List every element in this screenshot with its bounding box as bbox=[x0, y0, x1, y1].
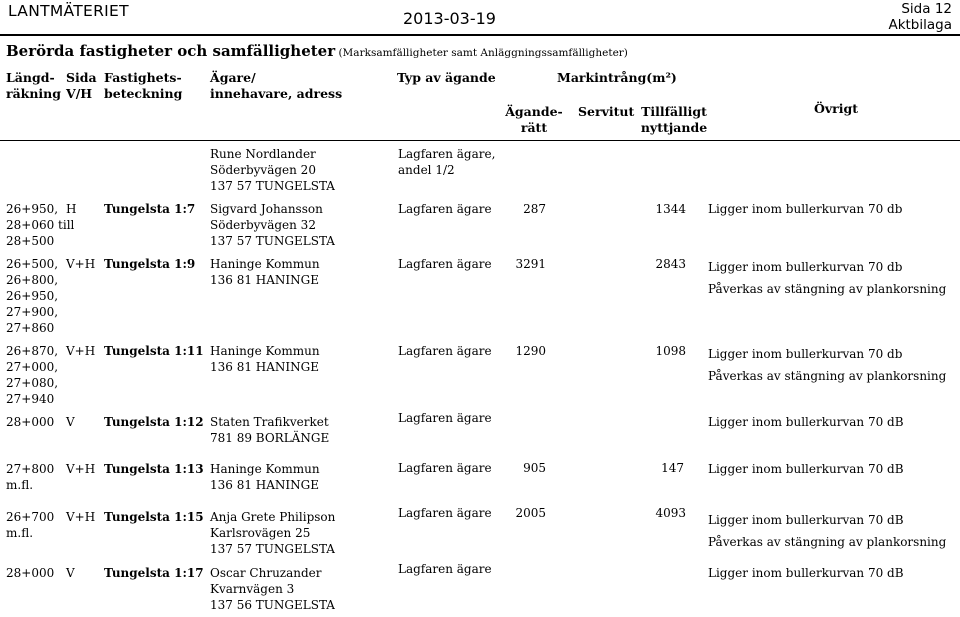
chainage-line: 27+800 bbox=[6, 462, 55, 476]
owner-line: Staten Trafikverket bbox=[210, 415, 329, 429]
chainage-line: 27+900, bbox=[6, 305, 59, 319]
chainage bbox=[6, 201, 77, 249]
note-line: Ligger inom bullerkurvan 70 db bbox=[708, 202, 903, 216]
page-title bbox=[6, 42, 628, 60]
col-header-agare-line1: Ägare/ bbox=[210, 70, 256, 85]
ownership-area: 3291 bbox=[515, 257, 546, 271]
notes bbox=[708, 414, 904, 430]
owner-line: Haninge Kommun bbox=[210, 462, 320, 476]
table-header-divider bbox=[0, 140, 960, 141]
note-line: Ligger inom bullerkurvan 70 dB bbox=[708, 462, 904, 476]
ownership-type: Lagfaren ägare bbox=[398, 202, 492, 216]
servitude-area: 2843 bbox=[655, 257, 686, 271]
note-line: Ligger inom bullerkurvan 70 dB bbox=[708, 566, 904, 580]
side: V+H bbox=[66, 462, 96, 476]
owner-line: 781 89 BORLÄNGE bbox=[210, 431, 330, 445]
notes bbox=[708, 201, 902, 217]
servitude-area: 1098 bbox=[655, 344, 686, 358]
owner-line: 136 81 HANINGE bbox=[210, 273, 320, 287]
chainage bbox=[6, 343, 58, 407]
notes bbox=[708, 565, 904, 581]
side: V+H bbox=[66, 510, 96, 524]
owner-address bbox=[210, 343, 320, 375]
owner-address bbox=[210, 565, 335, 613]
col-header-servitut: Servitut bbox=[578, 104, 635, 119]
ownership-type: Lagfaren ägare bbox=[398, 562, 492, 576]
document-date: 2013-03-19 bbox=[403, 9, 496, 28]
chainage-line: 27+080, bbox=[6, 376, 59, 390]
ownership-type-line: andel 1/2 bbox=[398, 163, 455, 177]
chainage-line: 26+870, bbox=[6, 344, 59, 358]
owner-line: 137 57 TUNGELSTA bbox=[210, 542, 335, 556]
chainage-line: 27+860 bbox=[6, 321, 55, 335]
col-header-sida-line1: Sida bbox=[66, 70, 97, 85]
chainage-line: 28+000 bbox=[6, 415, 55, 429]
col-header-sida bbox=[66, 70, 97, 102]
note-line: Ligger inom bullerkurvan 70 db bbox=[708, 260, 903, 274]
chainage bbox=[6, 414, 54, 430]
owner-line: 137 56 TUNGELSTA bbox=[210, 598, 335, 612]
page-number: Sida 12 bbox=[901, 1, 952, 17]
servitude-area: 4093 bbox=[655, 506, 686, 520]
notes bbox=[708, 461, 904, 477]
owner-address bbox=[210, 146, 335, 194]
chainage-line: 26+500, bbox=[6, 257, 59, 271]
notes bbox=[708, 343, 946, 387]
ownership-type: Lagfaren ägare bbox=[398, 461, 492, 475]
col-header-markintrang: Markintrång(m²) bbox=[557, 70, 677, 85]
owner-line: Söderbyvägen 32 bbox=[210, 218, 316, 232]
owner-address bbox=[210, 256, 320, 288]
ownership-area: 2005 bbox=[515, 506, 546, 520]
col-header-agande-line2: rätt bbox=[520, 120, 548, 135]
col-header-tillfalligt bbox=[637, 104, 711, 136]
col-header-agare bbox=[210, 70, 342, 102]
chainage-line: 27+940 bbox=[6, 392, 55, 406]
col-header-tillfalligt-line1: Tillfälligt bbox=[641, 104, 707, 119]
ownership-type: Lagfaren ägare bbox=[398, 257, 492, 271]
ownership-area: 1290 bbox=[515, 344, 546, 358]
ownership-type: Lagfaren ägare bbox=[398, 344, 492, 358]
col-header-langd-line1: Längd- bbox=[6, 70, 55, 85]
chainage-line: 28+500 bbox=[6, 234, 55, 248]
col-header-fastighet-line1: Fastighets- bbox=[104, 70, 182, 85]
chainage-line: 26+800, bbox=[6, 273, 59, 287]
owner-address bbox=[210, 201, 335, 249]
owner-line: 136 81 HANINGE bbox=[210, 360, 320, 374]
chainage-line: 26+700 bbox=[6, 510, 55, 524]
servitude-area: 147 bbox=[661, 461, 684, 475]
ownership-area: 287 bbox=[523, 202, 546, 216]
page-title-main: Berörda fastigheter och samfälligheter bbox=[6, 42, 336, 60]
page-info bbox=[888, 1, 952, 33]
ownership-type: Lagfaren ägare bbox=[398, 506, 492, 520]
note-line: Påverkas av stängning av plankorsning bbox=[708, 535, 947, 549]
note-line: Ligger inom bullerkurvan 70 db bbox=[708, 347, 903, 361]
property-designation: Tungelsta 1:11 bbox=[104, 344, 204, 358]
header-divider bbox=[0, 34, 960, 36]
owner-line: Sigvard Johansson bbox=[210, 202, 323, 216]
brand-logo-text: LANTMÄTERIET bbox=[8, 2, 129, 20]
side: V bbox=[66, 566, 75, 580]
owner-line: 137 57 TUNGELSTA bbox=[210, 179, 335, 193]
owner-line: 136 81 HANINGE bbox=[210, 478, 320, 492]
side: V+H bbox=[66, 257, 96, 271]
notes bbox=[708, 509, 946, 553]
chainage bbox=[6, 256, 58, 336]
owner-line: Karlsrovägen 25 bbox=[210, 526, 311, 540]
ownership-type-line: Lagfaren ägare, bbox=[398, 147, 496, 161]
col-header-typ: Typ av ägande bbox=[397, 70, 496, 85]
chainage-line: m.fl. bbox=[6, 526, 34, 540]
property-designation: Tungelsta 1:7 bbox=[104, 202, 196, 216]
owner-line: Oscar Chruzander bbox=[210, 566, 322, 580]
owner-line: 137 57 TUNGELSTA bbox=[210, 234, 335, 248]
note-line: Ligger inom bullerkurvan 70 dB bbox=[708, 513, 904, 527]
owner-line: Haninge Kommun bbox=[210, 257, 320, 271]
note-line: Påverkas av stängning av plankorsning bbox=[708, 369, 947, 383]
chainage bbox=[6, 461, 54, 493]
property-designation: Tungelsta 1:12 bbox=[104, 415, 204, 429]
chainage-line: 26+950, bbox=[6, 289, 59, 303]
ownership-type: Lagfaren ägare bbox=[398, 411, 492, 425]
notes bbox=[708, 256, 946, 300]
owner-address bbox=[210, 461, 320, 493]
chainage bbox=[6, 565, 54, 581]
owner-address bbox=[210, 509, 335, 557]
owner-address bbox=[210, 414, 329, 446]
col-header-ovrigt: Övrigt bbox=[814, 101, 859, 116]
appendix-label: Aktbilaga bbox=[888, 17, 952, 33]
owner-line: Kvarnvägen 3 bbox=[210, 582, 295, 596]
chainage-line: 26+950, bbox=[6, 202, 59, 216]
col-header-tillfalligt-line2: nyttjande bbox=[640, 120, 708, 135]
col-header-agande bbox=[505, 104, 563, 136]
ownership-type bbox=[398, 146, 495, 178]
owner-line: Haninge Kommun bbox=[210, 344, 320, 358]
col-header-fastighet-line2: beteckning bbox=[104, 86, 183, 101]
owner-line: Anja Grete Philipson bbox=[210, 510, 336, 524]
ownership-area: 905 bbox=[523, 461, 546, 475]
property-designation: Tungelsta 1:15 bbox=[104, 510, 204, 524]
page-title-subtitle: (Marksamfälligheter samt Anläggningssamfälligheter) bbox=[335, 47, 628, 59]
property-designation: Tungelsta 1:17 bbox=[104, 566, 204, 580]
col-header-agande-line1: Ägande- bbox=[505, 104, 563, 119]
col-header-langd-line2: räkning bbox=[6, 86, 62, 101]
col-header-sida-line2: V/H bbox=[66, 86, 93, 101]
property-designation: Tungelsta 1:13 bbox=[104, 462, 204, 476]
side: V bbox=[66, 415, 75, 429]
col-header-fastighet bbox=[104, 70, 182, 102]
note-line: Ligger inom bullerkurvan 70 dB bbox=[708, 415, 904, 429]
col-header-langd bbox=[6, 70, 61, 102]
chainage-line: 28+000 bbox=[6, 566, 55, 580]
note-line: Påverkas av stängning av plankorsning bbox=[708, 282, 947, 296]
chainage-line: 28+060 till bbox=[6, 218, 75, 232]
chainage-line: 27+000, bbox=[6, 360, 59, 374]
owner-line: Söderbyvägen 20 bbox=[210, 163, 316, 177]
chainage-line: m.fl. bbox=[6, 478, 34, 492]
owner-line: Rune Nordlander bbox=[210, 147, 316, 161]
side: H bbox=[66, 202, 77, 216]
col-header-agare-line2: innehavare, adress bbox=[210, 86, 343, 101]
property-designation: Tungelsta 1:9 bbox=[104, 257, 196, 271]
side: V+H bbox=[66, 344, 96, 358]
servitude-area: 1344 bbox=[655, 202, 686, 216]
chainage bbox=[6, 509, 54, 541]
